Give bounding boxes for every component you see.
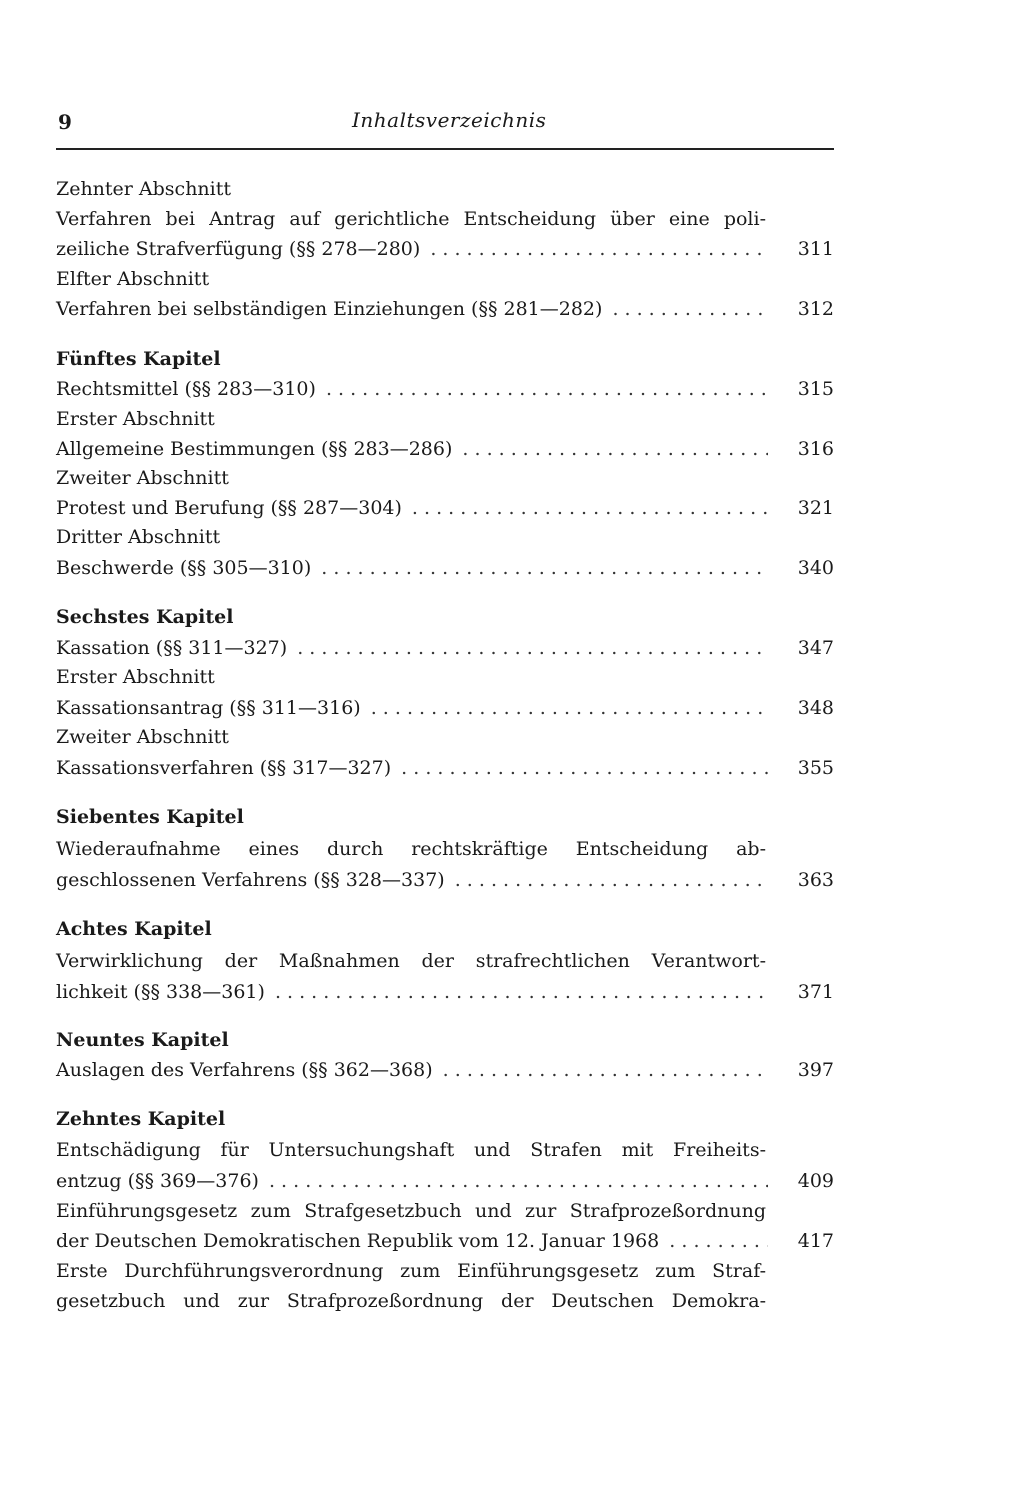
dot-leader [443,1055,768,1085]
toc-entry [56,633,834,663]
toc-page-number: 347 [797,637,834,659]
toc-page-number: 417 [797,1230,834,1252]
toc-page-number: 321 [797,497,834,519]
toc-page-number: 315 [797,378,834,400]
toc-entry-label: Allgemeine Bestimmungen (§§ 283—286) [56,438,453,460]
toc-chapter-heading: Neuntes Kapitel [56,1029,229,1051]
dot-leader [401,753,768,783]
dot-leader [297,633,768,663]
dot-leader [612,294,768,324]
toc-entry [56,1226,834,1256]
toc-section-heading: Dritter Abschnitt [56,526,221,548]
toc-entry [56,865,834,895]
toc-entry-text: Verwirklichung der Maßnahmen der strafrechtlichen Verantwort- [56,950,766,972]
toc-entry [56,753,834,783]
toc-chapter-heading: Zehntes Kapitel [56,1108,226,1130]
toc-entry-label: Beschwerde (§§ 305—310) [56,557,312,579]
dot-leader [275,977,768,1007]
toc-entry [56,553,834,583]
toc-page-number: 312 [797,298,834,320]
toc-entry-text: Wiederaufnahme eines durch rechtskräftige Entscheidung ab- [56,838,766,860]
toc-page-number: 371 [797,981,834,1003]
toc-entry-label: lichkeit (§§ 338—361) [56,981,265,1003]
dot-leader [326,374,768,404]
toc-entry [56,977,834,1007]
toc-entry-text: Einführungsgesetz zum Strafgesetzbuch und zur Strafprozeßordnung [56,1200,766,1222]
toc-entry-label: entzug (§§ 369—376) [56,1170,259,1192]
dot-leader [669,1226,768,1256]
toc-section-heading: Elfter Abschnitt [56,268,210,290]
toc-entry [56,434,834,464]
toc-entry [56,234,834,264]
toc-page-number: 340 [797,557,834,579]
toc-entry-label: Verfahren bei selbständigen Einziehungen (§§ 281—282) [56,298,603,320]
dot-leader [455,865,768,895]
toc-entry-label: Auslagen des Verfahrens (§§ 362—368) [56,1059,433,1081]
toc-entry [56,493,834,523]
toc-page-number: 311 [797,238,834,260]
dot-leader [371,693,768,723]
toc-entry-label: Kassation (§§ 311—327) [56,637,288,659]
toc-section-heading: Zweiter Abschnitt [56,726,229,748]
toc-entry-text: Entschädigung für Untersuchungshaft und Strafen mit Freiheits- [56,1139,766,1161]
toc-section-heading: Erster Abschnitt [56,408,215,430]
toc-entry-label: der Deutschen Demokratischen Republik vom 12. Januar 1968 [56,1230,660,1252]
toc-entry-label: Kassationsantrag (§§ 311—316) [56,697,361,719]
header-rule [56,148,834,150]
toc-page-number: 316 [797,438,834,460]
toc-chapter-heading: Siebentes Kapitel [56,806,244,828]
toc-entry [56,374,834,404]
toc-entry-label: Protest und Berufung (§§ 287—304) [56,497,402,519]
toc-section-heading: Zweiter Abschnitt [56,467,229,489]
toc-page-number: 363 [797,869,834,891]
toc-entry-text: Erste Durchführungsverordnung zum Einführungsgesetz zum Straf- [56,1260,766,1282]
toc-chapter-heading: Achtes Kapitel [56,918,212,940]
toc-entry-label: Rechtsmittel (§§ 283—310) [56,378,316,400]
toc-entry-text: Verfahren bei Antrag auf gerichtliche Entscheidung über eine poli- [56,208,766,230]
page-number: 9 [58,110,72,134]
toc-entry [56,1055,834,1085]
toc-entry-label: Kassationsverfahren (§§ 317—327) [56,757,392,779]
toc-section-heading: Zehnter Abschnitt [56,178,232,200]
toc-entry [56,294,834,324]
dot-leader [269,1166,768,1196]
dot-leader [462,434,768,464]
toc-chapter-heading: Sechstes Kapitel [56,606,234,628]
dot-leader [412,493,768,523]
dot-leader [321,553,768,583]
dot-leader [430,234,768,264]
page-header [56,106,836,146]
toc-entry-label: geschlossenen Verfahrens (§§ 328—337) [56,869,445,891]
toc-chapter-heading: Fünftes Kapitel [56,348,221,370]
toc-page-number: 355 [797,757,834,779]
toc-entry [56,1166,834,1196]
toc-page-number: 397 [797,1059,834,1081]
toc-section-heading: Erster Abschnitt [56,666,215,688]
toc-entry-label: zeiliche Strafverfügung (§§ 278—280) [56,238,421,260]
toc-entry [56,693,834,723]
toc-page-number: 348 [797,697,834,719]
toc-page-number: 409 [797,1170,834,1192]
toc-entry-text: gesetzbuch und zur Strafprozeßordnung der Deutschen Demokra- [56,1290,766,1312]
running-title: Inhaltsverzeichnis [352,108,547,132]
